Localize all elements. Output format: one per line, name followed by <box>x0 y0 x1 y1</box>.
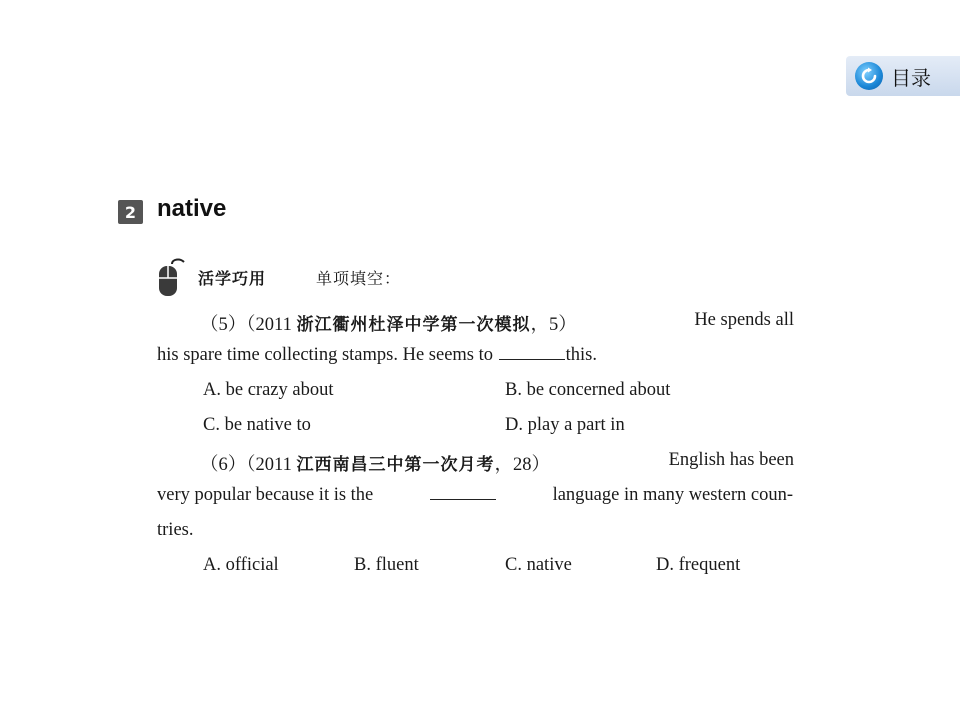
q6-option-c[interactable]: C. native <box>505 555 572 575</box>
q5-number: （5） <box>200 315 247 335</box>
section-number: 2 <box>118 200 143 224</box>
q5-option-b[interactable]: B. be concerned about <box>505 380 671 400</box>
q5-option-c[interactable]: C. be native to <box>203 415 311 435</box>
q6-number: （6） <box>200 455 247 475</box>
q5-line1 <box>200 310 794 336</box>
q6-source-close: ，28） <box>494 455 550 475</box>
q6-option-b[interactable]: B. fluent <box>354 555 419 575</box>
q5-line2 <box>157 345 597 366</box>
refresh-icon <box>855 62 883 90</box>
q5-source-close: ，5） <box>530 315 577 335</box>
q5-answer-blank[interactable] <box>499 345 565 360</box>
q6-text1: English has been <box>668 450 794 470</box>
q5-text2b: this. <box>565 345 597 365</box>
q6-text2b: language in many western coun- <box>552 485 793 505</box>
toc-button[interactable] <box>846 56 960 96</box>
q6-line1 <box>200 450 794 476</box>
q5-source-open: （2011 <box>246 315 297 335</box>
q5-source: 浙江衢州杜泽中学第一次模拟 <box>296 315 531 335</box>
q6-source-open: （2011 <box>246 455 297 475</box>
mouse-icon <box>156 258 186 303</box>
q5-option-a[interactable]: A. be crazy about <box>203 380 334 400</box>
q5-text1: He spends all <box>694 310 794 330</box>
toc-label: 目录 <box>891 65 931 90</box>
q6-text2a: very popular because it is the <box>157 485 374 505</box>
subheading-instruction: 单项填空： <box>316 269 402 288</box>
subheading-title: 活学巧用 <box>198 269 267 288</box>
q6-answer-blank[interactable] <box>430 485 496 500</box>
q6-line3: tries. <box>157 520 194 540</box>
q5-text2a: his spare time collecting stamps. He seems to <box>157 345 498 365</box>
q6-option-a[interactable]: A. official <box>203 555 279 575</box>
q6-source: 江西南昌三中第一次月考 <box>296 455 495 475</box>
q6-line2 <box>157 485 793 506</box>
section-title: native <box>157 195 227 222</box>
q5-option-d[interactable]: D. play a part in <box>505 415 625 435</box>
q6-option-d[interactable]: D. frequent <box>656 555 741 575</box>
